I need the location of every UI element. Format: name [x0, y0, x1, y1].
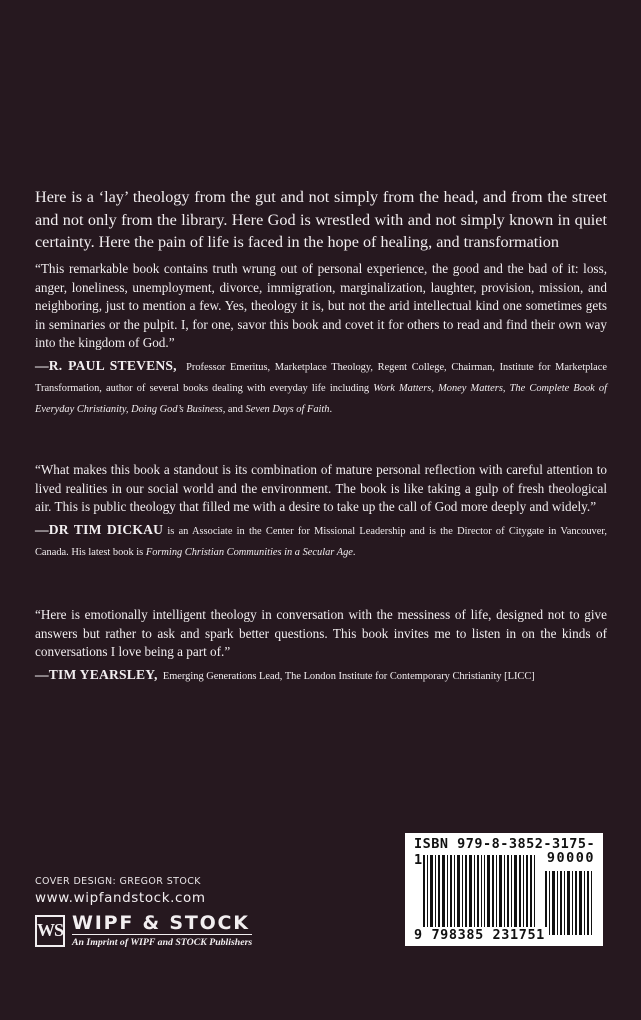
ean-digits: 9 798385 231751 — [414, 927, 545, 943]
cover-design-credit: COVER DESIGN: GREGOR STOCK — [35, 876, 201, 887]
price-code: 90000 — [546, 850, 595, 866]
endorser-bio-end: . — [352, 546, 356, 558]
endorser-book: Forming Christian Communities in a Secular Age — [145, 546, 353, 558]
endorsement-attribution — [35, 519, 607, 563]
endorser-books: Work Matters, Money Matters, The Complete Book of Everyday Christianity, Doing God’s Business, — [35, 382, 608, 415]
endorser-bio: Professor Emeritus, Marketplace Theology, Regent College, Chairman, Institute for Marketplace Transformation, author of several books dealing with everyday life including — [35, 361, 607, 394]
publisher-imprint: An Imprint of WIPF and STOCK Publishers — [72, 937, 253, 948]
endorsement-attribution — [35, 355, 607, 420]
endorser-bio: is an Associate in the Center for Missional Leadership and is the Director of Citygate in Vancouver, Canada. His latest book is — [35, 525, 607, 558]
endorsement-stevens — [35, 260, 607, 420]
publisher-logo — [35, 913, 252, 948]
ws-badge-icon: WS — [35, 915, 65, 947]
endorser-bio: Emerging Generations Lead, The London Institute for Contemporary Christianity [LICC] — [162, 670, 535, 682]
endorser-name: —R. PAUL STEVENS, — [35, 357, 177, 373]
isbn-label: ISBN 979-8-3852-3175-1 — [414, 836, 596, 868]
isbn-barcode — [405, 833, 603, 946]
endorsement-attribution — [35, 664, 607, 687]
endorsement-quote: “This remarkable book contains truth wrung out of personal experience, the good and the bad of it: loss, anger, loneliness, unemployment, divorce, immigration, marginalization, laughter, provision, mission, and neighboring, just to mention a few. Yes, theology it is, but not the arid intellectual kind one sometimes gets in seminaries or the pulpit. I, for one, savor this book and covet it for others to read and find their own way into the kingdom of God.” — [35, 261, 607, 351]
endorser-bio-end: . — [329, 403, 333, 415]
endorsement-dickau — [35, 461, 607, 563]
publisher-name: WIPF & STOCK — [72, 913, 252, 935]
endorsement-quote: “What makes this book a standout is its combination of mature personal reflection with careful attention to lived realities in our social world and the environment. The book is like taking a gulp of fresh theological air. This is public theology that filled me with a desire to take up the call of God more deeply and widely.” — [35, 462, 607, 515]
endorser-name: —TIM YEARSLEY, — [35, 666, 158, 682]
endorsement-quote: “Here is emotionally intelligent theology in conversation with the messiness of life, designed not to give answers but rather to ask and spark better questions. This book invites me to listen in on the kinds of conversations I love being a part of.” — [35, 607, 607, 660]
publisher-url[interactable]: www.wipfandstock.com — [35, 890, 206, 906]
endorser-last-book: Seven Days of Faith — [245, 403, 330, 415]
endorser-name: —DR TIM DICKAU — [35, 521, 164, 537]
endorser-bio-and: and — [227, 403, 243, 415]
intro-paragraph: Here is a ‘lay’ theology from the gut and not simply from the head, and from the street and not only from the library. Here God is wrestled with and not simply known in quiet certainty. Here the pain of life is faced in the hope of healing, and transformation — [35, 188, 607, 252]
endorsement-yearsley — [35, 606, 607, 687]
credits — [35, 876, 206, 906]
